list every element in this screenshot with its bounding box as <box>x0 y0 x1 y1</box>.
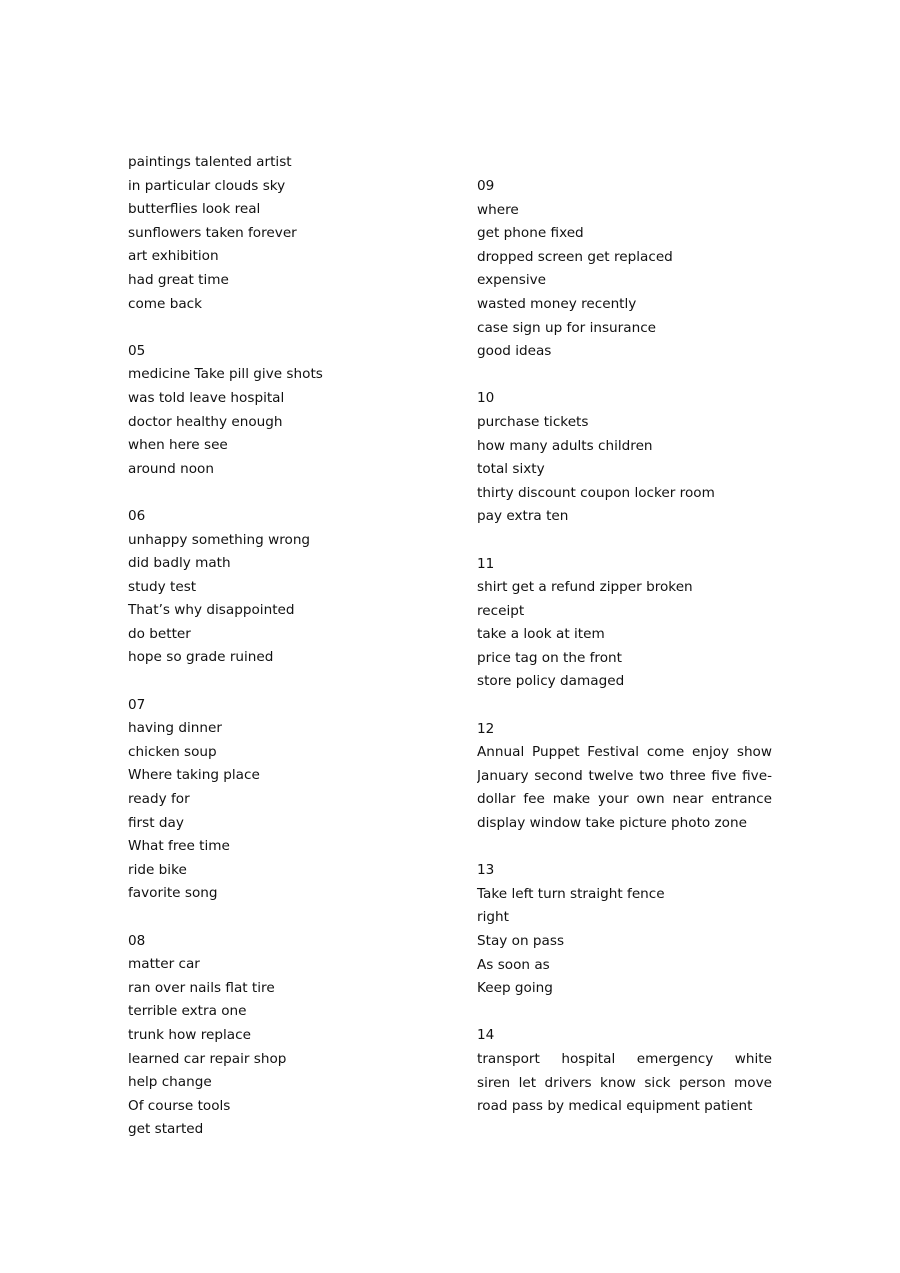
text-line: first day <box>128 814 184 831</box>
text-line: case sign up for insurance <box>477 319 657 336</box>
section-number: 13 <box>477 862 495 879</box>
left-column <box>128 151 428 1142</box>
section-10 <box>477 387 772 529</box>
text-line: matter car <box>128 956 200 973</box>
text-line: learned car repair shop <box>128 1050 287 1067</box>
text-line: study test <box>128 578 197 595</box>
text-line: get started <box>128 1121 204 1138</box>
text-line: Take left turn straight fence <box>477 885 665 902</box>
section-number: 11 <box>477 555 495 572</box>
text-line: Stay on pass <box>477 933 565 949</box>
right-column <box>477 175 772 1119</box>
text-line: purchase tickets <box>477 413 589 430</box>
text-line: butterflies look real <box>128 201 261 218</box>
text-line: good ideas <box>477 343 552 360</box>
text-line: do better <box>128 625 191 642</box>
text-line: Keep going <box>477 980 553 997</box>
text-line-justified: January second twelve two three five five- <box>477 767 772 784</box>
text-line: That’s why disappointed <box>128 602 295 619</box>
text-line: thirty discount coupon locker room <box>477 484 715 501</box>
text-line: ready for <box>128 791 190 808</box>
text-line: come back <box>128 295 203 312</box>
section-11 <box>477 553 772 695</box>
section-number: 14 <box>477 1027 495 1044</box>
section-13 <box>477 859 772 1001</box>
section-14 <box>477 1024 772 1118</box>
section-08 <box>128 930 428 1142</box>
text-line: display window take picture photo zone <box>477 815 747 832</box>
text-line: right <box>477 909 509 926</box>
text-line: did badly math <box>128 555 231 572</box>
text-line: in particular clouds sky <box>128 177 286 194</box>
section-number: 06 <box>128 507 146 524</box>
text-line: ride bike <box>128 861 187 878</box>
text-line: where <box>477 201 519 218</box>
text-line: how many adults children <box>477 437 653 454</box>
text-line: help change <box>128 1074 212 1091</box>
text-line: favorite song <box>128 885 218 902</box>
text-line: having dinner <box>128 720 222 737</box>
text-line: paintings talented artist <box>128 154 292 170</box>
text-line: hope so grade ruined <box>128 649 274 666</box>
text-line: art exhibition <box>128 248 219 265</box>
section-number: 09 <box>477 178 495 194</box>
section-09 <box>477 175 772 364</box>
text-line: had great time <box>128 271 229 288</box>
text-line: dropped screen get replaced <box>477 248 673 265</box>
text-line: was told leave hospital <box>128 389 285 406</box>
text-line: chicken soup <box>128 743 217 760</box>
text-line: As soon as <box>477 956 550 973</box>
text-line: total sixty <box>477 461 545 478</box>
text-line: trunk how replace <box>128 1026 251 1043</box>
section-number: 07 <box>128 696 146 713</box>
text-line: What free time <box>128 838 230 855</box>
text-line-justified: transport hospital emergency white <box>477 1050 772 1067</box>
text-line: take a look at item <box>477 626 605 643</box>
text-line: wasted money recently <box>477 295 637 312</box>
section-12 <box>477 718 772 836</box>
section-06 <box>128 505 428 670</box>
text-line-justified: Annual Puppet Festival come enjoy show <box>477 744 772 761</box>
text-line: Of course tools <box>128 1097 231 1114</box>
text-line: terrible extra one <box>128 1003 247 1020</box>
section-07 <box>128 694 428 906</box>
text-line: get phone fixed <box>477 225 584 242</box>
text-line: around noon <box>128 460 214 477</box>
section-number: 12 <box>477 720 495 737</box>
text-line: medicine Take pill give shots <box>128 366 323 383</box>
section-number: 08 <box>128 932 146 949</box>
text-line: receipt <box>477 602 525 619</box>
text-line: expensive <box>477 272 547 289</box>
text-line: sunflowers taken forever <box>128 224 297 241</box>
text-line: when here see <box>128 437 228 454</box>
text-line: shirt get a refund zipper broken <box>477 579 693 596</box>
section-number: 05 <box>128 342 146 359</box>
text-line: ran over nails flat tire <box>128 979 275 996</box>
text-line: doctor healthy enough <box>128 413 283 430</box>
text-line: road pass by medical equipment patient <box>477 1098 753 1115</box>
section-05 <box>128 340 428 482</box>
text-line: unhappy something wrong <box>128 531 311 548</box>
text-line-justified: dollar fee make your own near entrance <box>477 791 772 808</box>
section-number: 10 <box>477 390 495 407</box>
text-line: pay extra ten <box>477 508 569 525</box>
text-line: Where taking place <box>128 767 260 784</box>
text-line-justified: siren let drivers know sick person move <box>477 1074 772 1091</box>
intro-block <box>128 151 428 316</box>
text-line: store policy damaged <box>477 673 625 690</box>
text-line: price tag on the front <box>477 649 622 666</box>
